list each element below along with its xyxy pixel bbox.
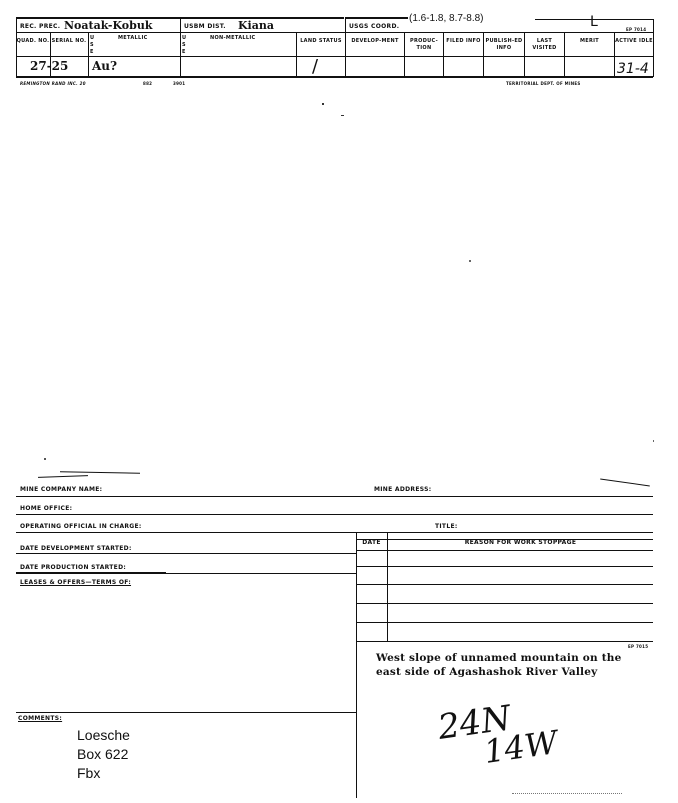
left-edge <box>16 17 17 77</box>
mine-address-label: MINE ADDRESS: <box>374 486 432 493</box>
stoppage-row-3 <box>356 584 653 585</box>
title-label: TITLE: <box>435 523 458 530</box>
col-production: PRODUC-TION <box>410 38 438 51</box>
row-line-1 <box>16 496 653 497</box>
imprint-code: 882 <box>143 81 153 86</box>
stoppage-row-1 <box>356 550 653 551</box>
row-line-2 <box>16 514 653 515</box>
col-use-metallic: U S E <box>90 35 95 55</box>
bottom-card-edge-3 <box>600 479 650 487</box>
usbm-dist-value: Kiana <box>238 19 274 32</box>
comments-label: COMMENTS: <box>18 715 63 722</box>
row-line-3 <box>16 532 653 533</box>
date-column-divider <box>387 532 388 641</box>
row-line-5 <box>16 572 166 574</box>
col-land-status: LAND STATUS <box>300 38 342 44</box>
row-line-5b <box>166 573 356 574</box>
bottom-card-edge <box>38 475 88 478</box>
top-border-coord <box>346 17 408 19</box>
date-header: DATE <box>362 539 381 546</box>
col-last-visited: LAST VISITED <box>532 38 557 51</box>
speck <box>469 260 471 262</box>
col-published-info: PUBLISH-ED INFO <box>485 38 523 51</box>
form-code-bottom: EP 7015 <box>628 644 649 649</box>
col-div-5 <box>345 17 346 77</box>
form-code-top: EP 7014 <box>626 27 647 32</box>
col-div-3 <box>180 17 181 77</box>
stoppage-row-6 <box>356 641 653 642</box>
active-idle-value: 31-4 <box>617 61 649 77</box>
col-div-2 <box>88 32 89 76</box>
metallic-value: Au? <box>92 59 118 73</box>
land-status-value: / <box>312 56 319 77</box>
comments-line <box>16 712 356 713</box>
right-edge <box>653 19 654 77</box>
usgs-coord-label: USGS COORD. <box>349 23 400 30</box>
column-header-bottom <box>16 56 653 57</box>
col-filed-info: FILED INFO <box>446 38 481 44</box>
row-line-4 <box>16 553 356 554</box>
stoppage-row-5 <box>356 622 653 623</box>
rec-prec-value: Noatak-Kobuk <box>64 19 153 32</box>
comment-line-1: Loesche <box>77 727 130 743</box>
date-production-label: DATE PRODUCTION STARTED: <box>20 564 127 571</box>
imprint-left: REMINGTON RAND INC. 20 <box>20 81 86 86</box>
location-line-2: east side of Agashashok River Valley <box>376 666 598 678</box>
rec-prec-label: REC. PREC. <box>20 23 61 30</box>
comment-line-2: Box 622 <box>77 746 129 762</box>
home-office-label: HOME OFFICE: <box>20 505 73 512</box>
speck <box>44 458 46 460</box>
range-handwritten: 14W <box>481 723 560 771</box>
township-handwritten: 24N <box>435 698 514 748</box>
operating-official-label: OPERATING OFFICIAL IN CHARGE: <box>20 523 142 530</box>
comment-line-3: Fbx <box>77 765 101 781</box>
speck <box>322 103 324 105</box>
col-merit: MERIT <box>579 38 599 44</box>
speck <box>653 440 654 442</box>
col-non-metallic: NON-METALLIC <box>210 35 256 41</box>
mine-company-name-label: MINE COMPANY NAME: <box>20 486 103 493</box>
scan-noise <box>512 793 622 795</box>
imprint-right: TERRITORIAL DEPT. OF MINES <box>506 81 581 86</box>
stoppage-row-2 <box>356 566 653 567</box>
header-divider <box>16 32 653 33</box>
date-development-label: DATE DEVELOPMENT STARTED: <box>20 545 132 552</box>
col-active-idle: ACTIVE IDLE <box>615 38 653 44</box>
col-serial-no: SERIAL NO. <box>51 38 87 44</box>
leases-offers-label: LEASES & OFFERS—TERMS OF: <box>20 579 132 586</box>
location-line-1: West slope of unnamed mountain on the <box>376 652 622 664</box>
col-use-nonmetallic: U S E <box>182 35 187 55</box>
quad-serial-value: 27-25 <box>30 59 69 73</box>
col-div-4 <box>296 32 297 76</box>
col-metallic: METALLIC <box>118 35 148 41</box>
bottom-card-edge-2 <box>60 471 140 473</box>
reason-header: REASON FOR WORK STOPPAGE <box>464 539 577 546</box>
center-divider <box>356 532 357 798</box>
usgs-coord-value: (1.6-1.8, 8.7-8.8) <box>409 13 484 24</box>
card-bottom-border <box>16 76 653 78</box>
stoppage-row-4 <box>356 603 653 604</box>
usbm-dist-label: USBM DIST. <box>184 23 226 30</box>
col-development: DEVELOP-MENT <box>351 38 399 44</box>
speck <box>341 115 344 116</box>
imprint-num: 3901 <box>173 81 186 86</box>
col-quad-no: QUAD. NO. <box>16 38 50 44</box>
top-right-mark: L <box>590 14 598 30</box>
